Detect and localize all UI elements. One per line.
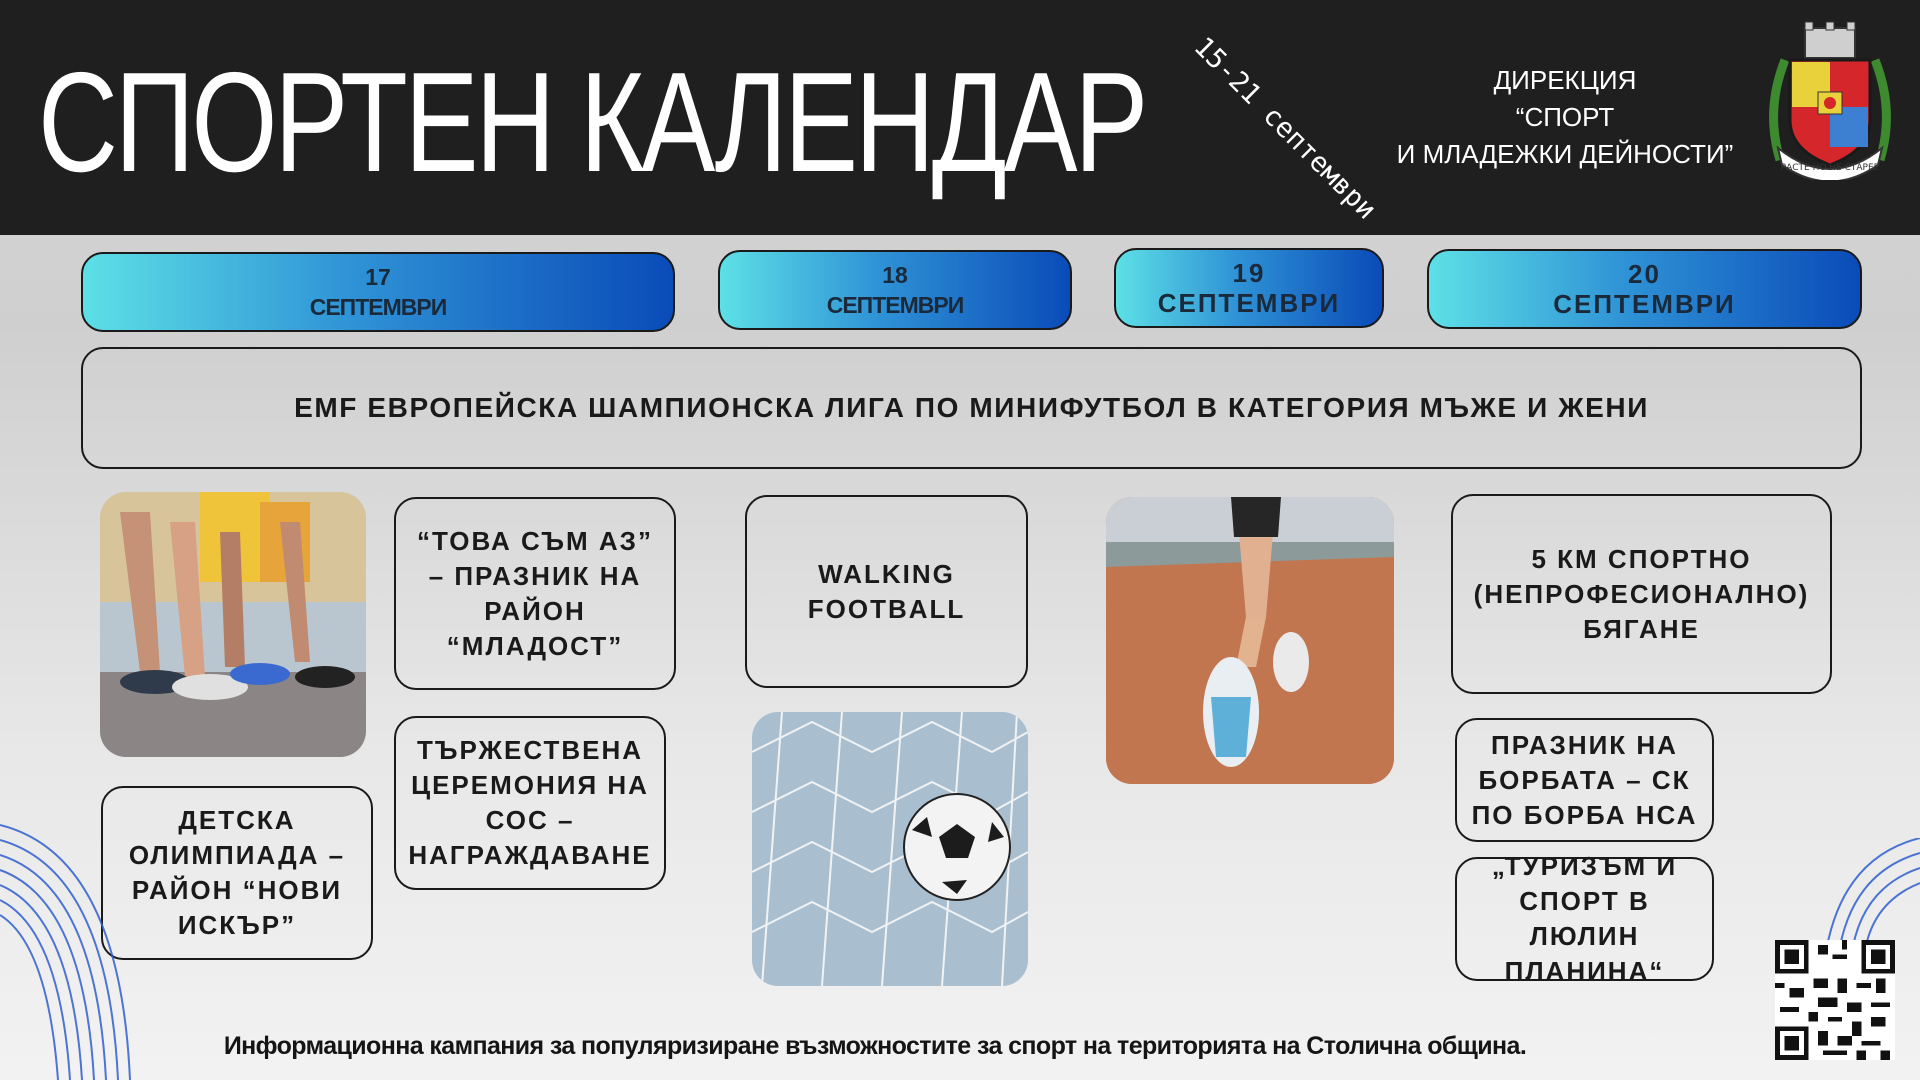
- event-tova-sam-az: “ТОВА СЪМ АЗ” – ПРАЗНИК НА РАЙОН “МЛАДОСТ”: [394, 497, 676, 690]
- footer-campaign-text: Информационна кампания за популяризиране възможностите за спорт на територията на Столична община.: [223, 1032, 1527, 1060]
- date-pill-19: [1114, 248, 1384, 328]
- directorate-line: ДИРЕКЦИЯ: [1493, 65, 1637, 95]
- event-kids-olympiad: ДЕТСКА ОЛИМПИАДА – РАЙОН “НОВИ ИСКЪР”: [101, 786, 373, 960]
- main-event-banner: EMF ЕВРОПЕЙСКА ШАМПИОНСКА ЛИГА ПО МИНИФУТБОЛ В КАТЕГОРИЯ МЪЖЕ И ЖЕНИ: [81, 347, 1862, 469]
- directorate-line: И МЛАДЕЖКИ ДЕЙНОСТИ”: [1396, 139, 1734, 169]
- event-wrestling: ПРАЗНИК НА БОРБАТА – СК ПО БОРБА НСА: [1455, 718, 1714, 842]
- sofia-crest-logo: [1760, 20, 1900, 180]
- event-ceremony: ТЪРЖЕСТВЕНА ЦЕРЕМОНИЯ НА СОС – НАГРАЖДАВАНЕ: [394, 716, 666, 890]
- event-tourism: „ТУРИЗЪМ И СПОРТ В ЛЮЛИН ПЛАНИНА“: [1455, 857, 1714, 981]
- date-day: 17: [365, 264, 391, 290]
- football-net-photo: [752, 712, 1028, 986]
- date-month: СЕПТЕМВРИ: [1157, 288, 1341, 318]
- directorate-line: “СПОРТ: [1515, 102, 1615, 132]
- date-month: СЕПТЕМВРИ: [1553, 289, 1736, 319]
- date-pill-18: [718, 250, 1072, 330]
- running-track-photo: [1106, 497, 1394, 784]
- header-bar: [0, 0, 1920, 235]
- date-day: 20: [1628, 259, 1661, 289]
- date-pill-17: [81, 252, 675, 332]
- crest-motto: РАСТЕ НО НЕ СТАРЕЕ: [1780, 163, 1880, 173]
- date-pill-20: [1427, 249, 1862, 329]
- event-5km-run: 5 КМ СПОРТНО (НЕПРОФЕСИОНАЛНО) БЯГАНЕ: [1451, 494, 1832, 694]
- page-title: СПОРТЕН КАЛЕНДАР: [38, 43, 1146, 202]
- runners-photo: [100, 492, 366, 757]
- date-range: 15-21 септември: [1187, 31, 1383, 226]
- date-month: СЕПТЕМВРИ: [826, 292, 964, 318]
- date-day: 18: [882, 262, 908, 288]
- date-month: СЕПТЕМВРИ: [309, 294, 447, 320]
- date-day: 19: [1232, 258, 1266, 288]
- directorate-name: [1380, 62, 1750, 173]
- event-walking-football: WALKING FOOTBALL: [745, 495, 1028, 688]
